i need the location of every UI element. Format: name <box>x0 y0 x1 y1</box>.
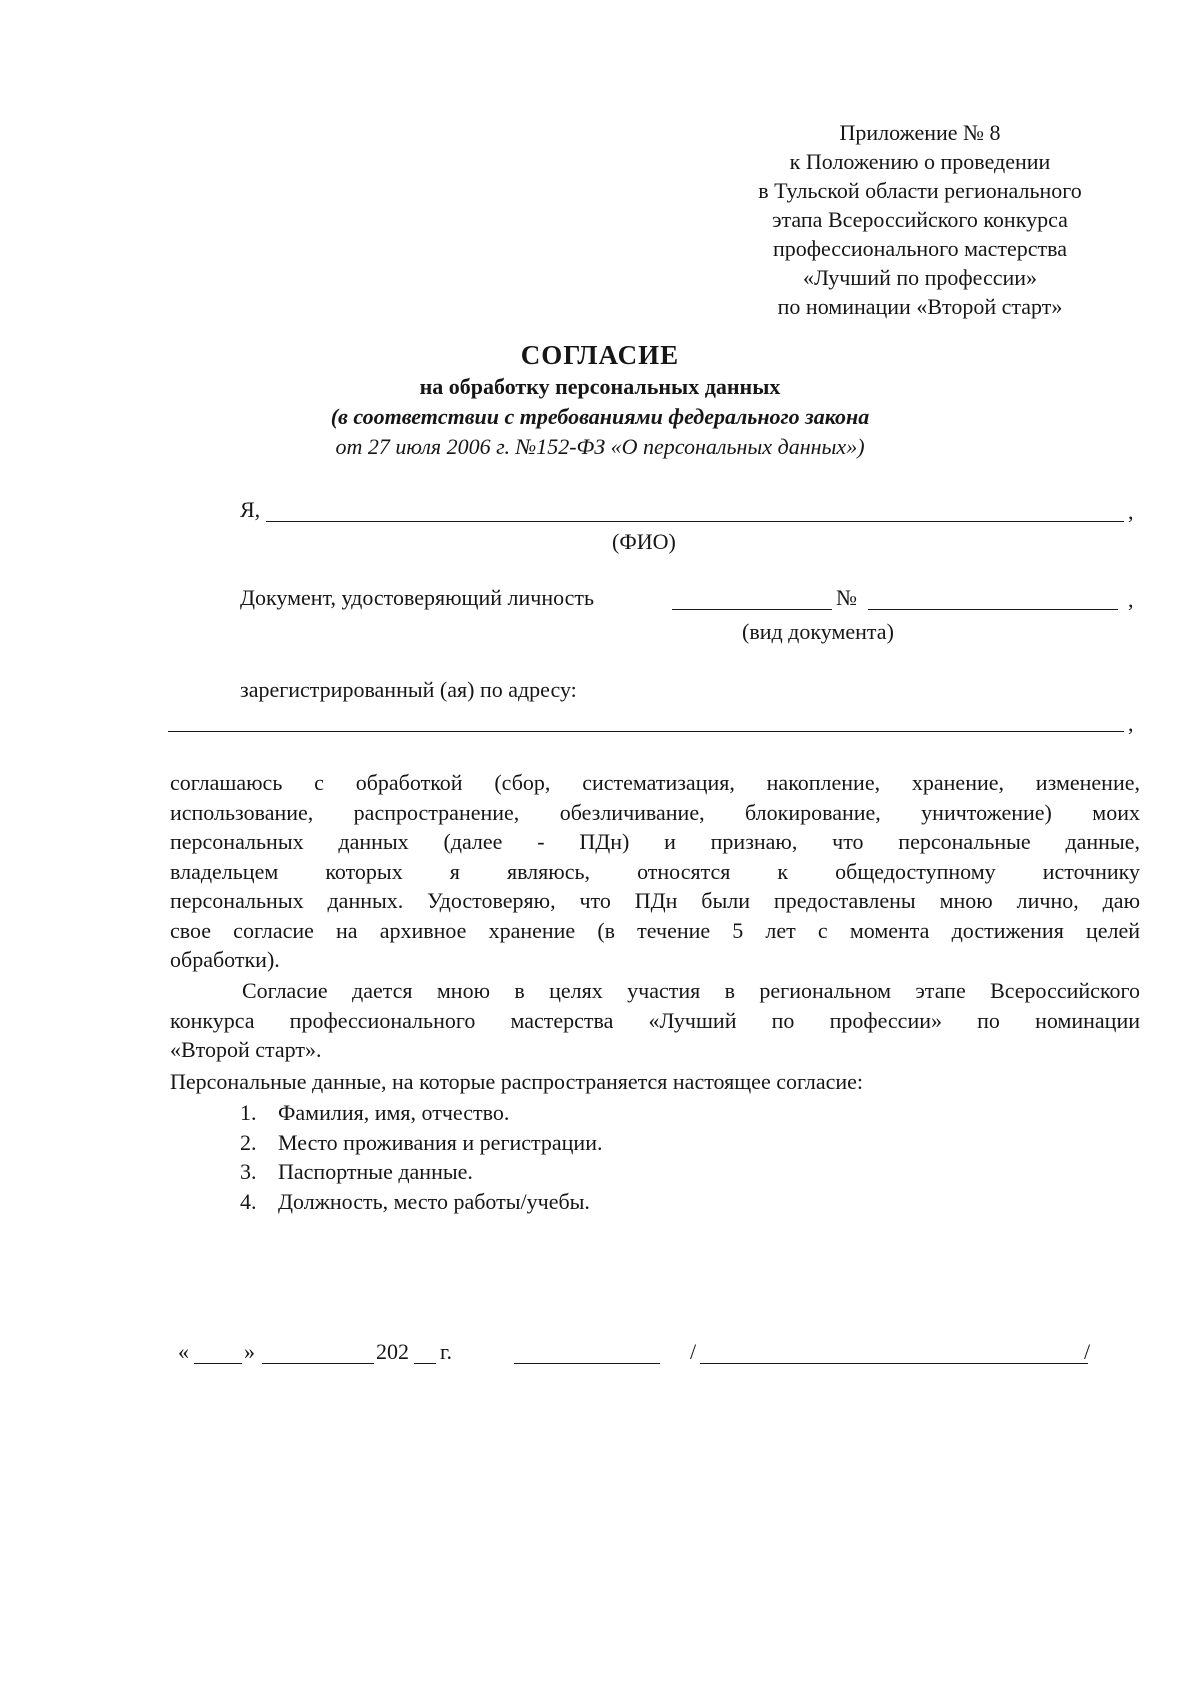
appendix-line: по номинации «Второй старт» <box>777 294 1063 319</box>
list-item <box>240 1128 602 1158</box>
appendix-line: этапа Всероссийского конкурса <box>772 207 1068 232</box>
document-subtitle: на обработку персональных данных <box>419 374 781 399</box>
appendix-line: к Положению о проведении <box>789 149 1051 174</box>
date-month-line[interactable] <box>262 1363 374 1364</box>
name-field-line[interactable] <box>266 521 1124 522</box>
address-suffix: , <box>1128 711 1134 736</box>
document-suffix: , <box>1128 587 1134 612</box>
law-reference-line-1: (в соответствии с требованиями федерального закона <box>330 404 870 429</box>
date-year-line[interactable] <box>414 1363 436 1364</box>
list-item-number: 4. <box>240 1188 257 1214</box>
purpose-paragraph <box>170 976 1140 1065</box>
consent-line: свое согласие на архивное хранение (в течение 5 лет с момента достижения целей <box>170 917 1140 943</box>
purpose-line: Согласие дается мною в целях участия в региональном этапе Всероссийского <box>242 978 1140 1003</box>
date-quote-close: » <box>244 1339 255 1364</box>
document-number-sign: № <box>836 585 857 610</box>
appendix-line: профессионального мастерства <box>772 236 1068 261</box>
address-label: зарегистрированный (ая) по адресу: <box>240 677 577 702</box>
document-title: СОГЛАСИЕ <box>520 340 680 370</box>
personal-data-intro: Персональные данные, на которые распространяется настоящее согласие: <box>170 1069 864 1094</box>
title-block <box>0 338 1200 462</box>
purpose-line: конкурса профессионального мастерства «Лучший по профессии» по номинации <box>170 1007 1140 1033</box>
list-item-number: 2. <box>240 1129 257 1155</box>
appendix-line: Приложение № 8 <box>839 120 1001 145</box>
slash-right: / <box>1084 1339 1091 1364</box>
date-quote-open: « <box>178 1339 189 1364</box>
consent-line: соглашаюсь с обработкой (сбор, систематизация, накопление, хранение, изменение, <box>170 770 1140 795</box>
signature-line[interactable] <box>514 1363 660 1364</box>
date-year-prefix: 202 <box>376 1339 409 1364</box>
consent-line: использование, распространение, обезличивание, блокирование, уничтожение) моих <box>170 799 1140 825</box>
consent-line: обработки). <box>170 947 280 972</box>
list-item-text: Паспортные данные. <box>278 1159 473 1184</box>
list-item-text: Должность, место работы/учебы. <box>278 1188 590 1214</box>
date-day-line[interactable] <box>194 1363 242 1364</box>
consent-line: персональных данных. Удостоверяю, что ПДн были предоставлены мною лично, даю <box>170 888 1140 913</box>
document-type-line[interactable] <box>672 609 832 610</box>
personal-data-list <box>240 1098 602 1216</box>
consent-line: владельцем которых я являюсь, относятся к общедоступному источнику <box>170 858 1140 884</box>
name-caption: (ФИО) <box>612 529 676 554</box>
list-item-text: Фамилия, имя, отчество. <box>278 1100 510 1125</box>
id-document-label: Документ, удостоверяющий личность <box>240 585 595 610</box>
list-item <box>240 1157 602 1187</box>
list-item-number: 1. <box>240 1100 257 1125</box>
list-item <box>240 1187 602 1217</box>
list-item-number: 3. <box>240 1159 257 1184</box>
document-number-line[interactable] <box>868 609 1118 610</box>
document-type-caption: (вид документа) <box>742 619 894 644</box>
appendix-header <box>720 118 1120 321</box>
list-item-text: Место проживания и регистрации. <box>278 1129 603 1155</box>
consent-paragraph <box>170 768 1140 975</box>
list-item <box>240 1098 602 1128</box>
name-suffix: , <box>1128 499 1134 524</box>
signature-name-line[interactable] <box>700 1363 1088 1364</box>
address-field-line[interactable] <box>168 731 1124 732</box>
slash-left: / <box>690 1339 697 1364</box>
consent-line: персональных данных (далее - ПДн) и признаю, что персональные данные, <box>170 829 1140 854</box>
appendix-line: в Тульской области регионального <box>758 178 1082 203</box>
appendix-line: «Лучший по профессии» <box>802 265 1038 290</box>
law-reference-line-2: от 27 июля 2006 г. №152-ФЗ «О персональных данных») <box>335 434 865 459</box>
purpose-line: «Второй старт». <box>170 1037 322 1062</box>
date-year-suffix: г. <box>440 1339 453 1364</box>
name-prefix: Я, <box>240 497 261 522</box>
